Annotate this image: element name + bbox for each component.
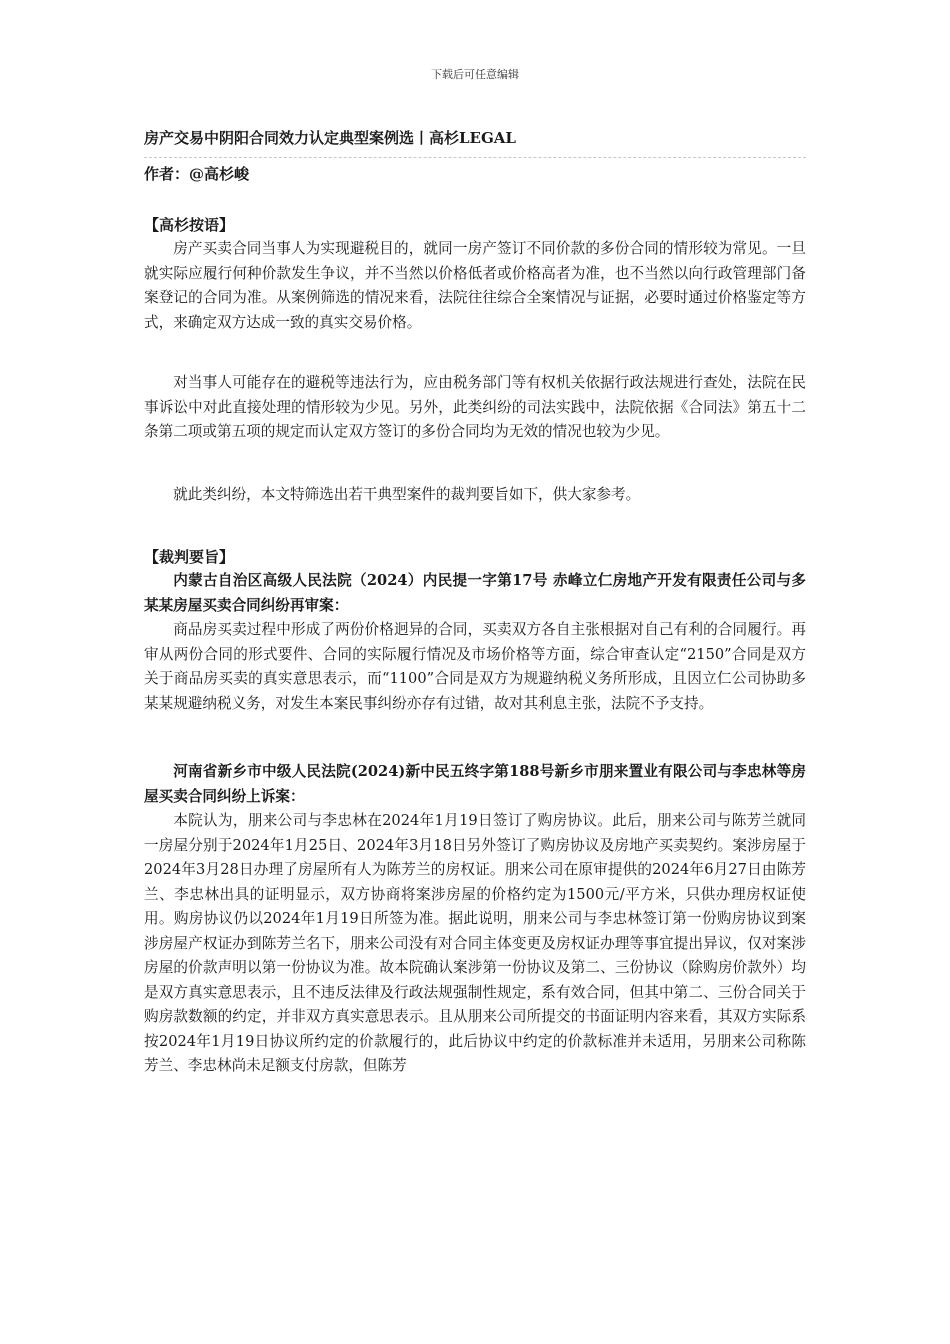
notes-paragraph: 对当事人可能存在的避税等违法行为，应由税务部门等有权机关依据行政法规进行查处，法院在民事诉讼中对此直接处理的情形较为少见。另外，此类纠纷的司法实践中，法院依据《合同法》第五十二条第二项或第五项的规定而认定双方签订的多份合同均为无效的情况也较为少见。 (144, 374, 806, 440)
page-header: 下载后可任意编辑 (431, 68, 519, 81)
article-title: 房产交易中阴阳合同效力认定典型案例选丨高杉LEGAL (144, 129, 516, 147)
title-divider (144, 157, 806, 158)
notes-paragraph: 就此类纠纷，本文特筛选出若干典型案件的裁判要旨如下，供大家参考。 (173, 485, 641, 503)
case-body: 本院认为，朋来公司与李忠林在2024年1月19日签订了购房协议。此后，朋来公司与陈芳兰就同一房屋分别于2024年1月25日、2024年3月18日另外签订了购房协议及房地产买卖契约。案涉房屋于2024年3月28日办理了房屋所有人为陈芳兰的房权证。朋来公司在原审提供的2024年6月27日由陈芳兰、李忠林出具的证明显示，双方协商将案涉房屋的价格约定为1500元/平方米，只供办理房权证使用。购房协议仍以2024年1月19日所签为准。据此说明，朋来公司与李忠林签订第一份购房协议到案涉房屋产权证办到陈芳兰名下，朋来公司没有对合同主体变更及房权证办理等事宜提出异议，仅对案涉房屋的价款声明以第一份协议为准。故本院确认案涉第一份协议及第二、三份协议（除购房价款外）均是双方真实意思表示，且不违反法律及行政法规强制性规定，系有效合同，但其中第二、三份合同关于购房款数额的约定，并非双方真实意思表示。且从朋来公司所提交的书面证明内容来看，其双方实际系按2024年1月19日协议所约定的价款履行的，此后协议中约定的价款标准并未适用，另朋来公司称陈芳兰、李忠林尚未足额支付房款，但陈芳 (144, 812, 806, 1074)
case-body: 商品房买卖过程中形成了两份价格迥异的合同，买卖双方各自主张根据对自己有利的合同履行。再审从两份合同的形式要件、合同的实际履行情况及市场价格等方面，综合审查认定“2150”合同是双方关于商品房买卖的真实意思表示，而“1100”合同是双方为规避纳税义务所形成，且因立仁公司协助多某某规避纳税义务，对发生本案民事纠纷亦存有过错，故对其利息主张，法院不予支持。 (144, 621, 806, 712)
author-line: 作者：@高杉峻 (144, 165, 250, 183)
section-heading-notes: 【高杉按语】 (144, 216, 235, 234)
notes-paragraph: 房产买卖合同当事人为实现避税目的，就同一房产签订不同价款的多份合同的情形较为常见。一旦就实际应履行何种价款发生争议，并不当然以价格低者或价格高者为准，也不当然以向行政管理部门备案登记的合同为准。从案例筛选的情况来看，法院往往综合全案情况与证据，必要时通过价格鉴定等方式，来确定双方达成一致的真实交易价格。 (144, 240, 806, 331)
section-heading-rulings: 【裁判要旨】 (144, 548, 235, 566)
case-title: 河南省新乡市中级人民法院(2024)新中民五终字第188号新乡市朋来置业有限公司与李忠林等房屋买卖合同纠纷上诉案： (144, 763, 806, 805)
article-body (144, 213, 806, 1079)
case-title: 内蒙古自治区高级人民法院（2024）内民提一字第17号 赤峰立仁房地产开发有限责任公司与多某某房屋买卖合同纠纷再审案： (144, 572, 806, 614)
